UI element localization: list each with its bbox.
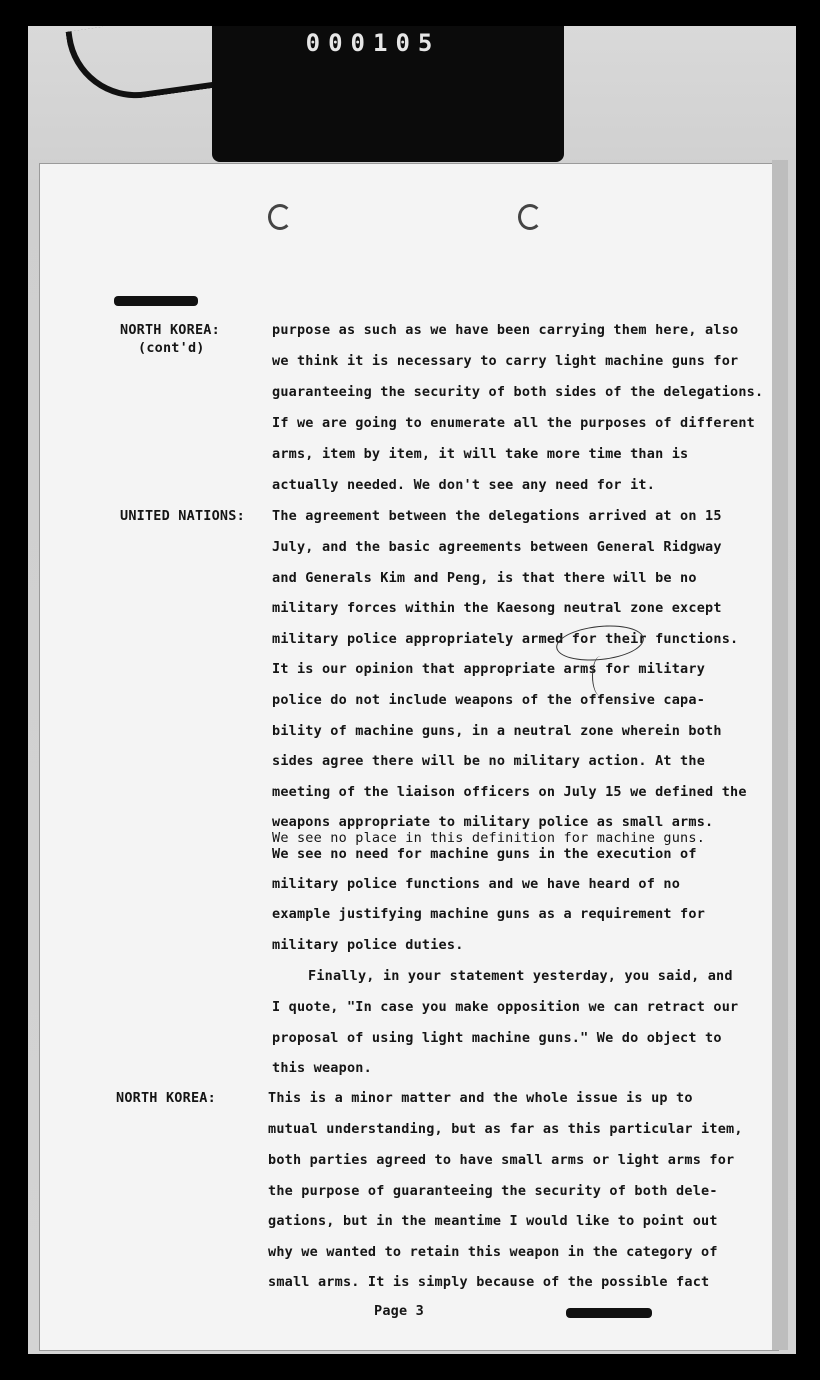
body-line: It is our opinion that appropriate arms for military: [272, 661, 706, 677]
body-line: Finally, in your statement yesterday, you said, and: [308, 968, 733, 984]
redacted-classification-top: [114, 296, 198, 306]
speaker-north-korea: NORTH KOREA:: [120, 322, 220, 338]
frame-counter: 000105: [305, 29, 441, 57]
body-line: the purpose of guaranteeing the security of both dele-: [268, 1183, 718, 1199]
body-line: I quote, "In case you make opposition we can retract our: [272, 999, 739, 1015]
body-line: The agreement between the delegations arrived at on 15: [272, 508, 722, 524]
redacted-classification-bottom: [566, 1308, 652, 1318]
body-line: This is a minor matter and the whole issue is up to: [268, 1090, 693, 1106]
body-line: small arms. It is simply because of the possible fact: [268, 1274, 710, 1290]
body-line: and Generals Kim and Peng, is that there will be no: [272, 570, 697, 586]
speaker-continued: (cont'd): [138, 340, 205, 356]
body-line: why we wanted to retain this weapon in the category of: [268, 1244, 718, 1260]
body-line: arms, item by item, it will take more time than is: [272, 446, 689, 462]
body-line: both parties agreed to have small arms or light arms for: [268, 1152, 735, 1168]
body-line-inserted: We see no place in this definition for machine guns.: [272, 830, 706, 846]
body-line: mutual understanding, but as far as this particular item,: [268, 1121, 743, 1137]
page-edge: [772, 160, 788, 1350]
body-line: military police functions and we have heard of no: [272, 876, 681, 892]
body-line: If we are going to enumerate all the purposes of different: [272, 415, 756, 431]
body-line: sides agree there will be no military action. At the: [272, 753, 706, 769]
body-line: military police duties.: [272, 937, 464, 953]
body-line: purpose as such as we have been carrying them here, also: [272, 322, 739, 338]
body-line: We see no need for machine guns in the execution of: [272, 846, 697, 862]
body-line: guaranteeing the security of both sides of the delegations.: [272, 384, 764, 400]
body-line: July, and the basic agreements between General Ridgway: [272, 539, 722, 555]
body-line: military police appropriately armed for their functions.: [272, 631, 739, 647]
body-line: proposal of using light machine guns." We do object to: [272, 1030, 722, 1046]
body-line: actually needed. We don't see any need for it.: [272, 477, 656, 493]
body-line: this weapon.: [272, 1060, 372, 1076]
page-number: Page 3: [374, 1303, 424, 1319]
body-line: bility of machine guns, in a neutral zone wherein both: [272, 723, 722, 739]
body-line: military forces within the Kaesong neutral zone except: [272, 600, 722, 616]
handwritten-line-mark: [592, 656, 609, 696]
body-line: example justifying machine guns as a requirement for: [272, 906, 706, 922]
body-line: meeting of the liaison officers on July 15 we defined the: [272, 784, 747, 800]
body-line: we think it is necessary to carry light machine guns for: [272, 353, 739, 369]
punch-hole-left: [268, 204, 292, 230]
speaker-north-korea: NORTH KOREA:: [116, 1090, 216, 1106]
body-line: police do not include weapons of the offensive capa-: [272, 692, 706, 708]
body-line: weapons appropriate to military police as small arms.: [272, 814, 714, 830]
punch-hole-right: [518, 204, 542, 230]
speaker-united-nations: UNITED NATIONS:: [120, 508, 245, 524]
body-line: gations, but in the meantime I would like to point out: [268, 1213, 718, 1229]
